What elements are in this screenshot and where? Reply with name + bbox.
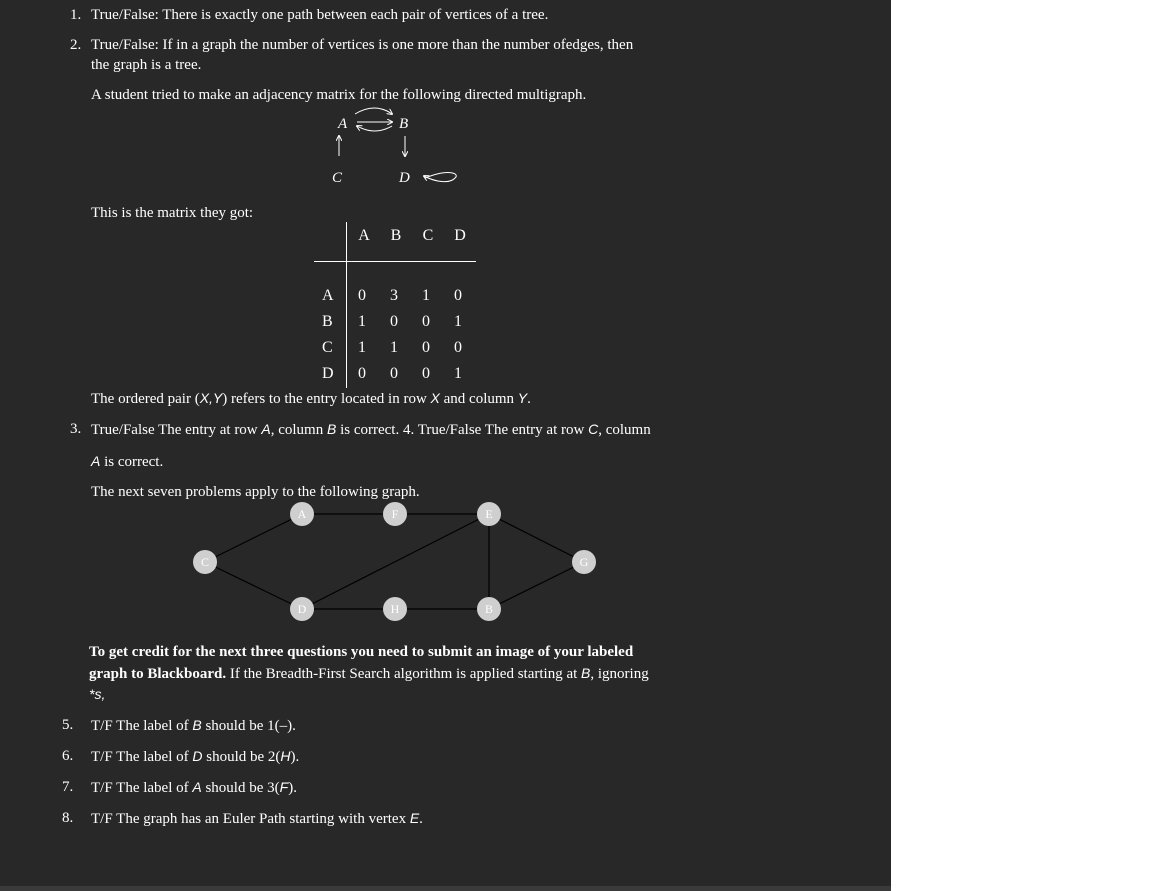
q1-number: 1. [70,7,82,23]
q8-text: T/F The graph has an Euler Path starting with vertex E. [91,810,423,827]
edge-c-a [205,514,302,562]
cell: 1 [390,339,398,356]
q3-text: True/False The entry at row A, column B is correct. 4. True/False The entry at row C, column [91,421,651,438]
edge-c-d [205,562,302,609]
col-header-c: C [422,227,434,244]
q2-number: 2. [70,37,82,53]
credit-line1: To get credit for the next three questions you need to submit an image of your labeled [89,644,634,660]
q6-text: T/F The label of D should be 2(H). [91,748,300,765]
node-c-label: C [332,170,343,186]
node-h-text: H [390,602,400,616]
multigraph-intro: A student tried to make an adjacency matrix for the following directed multigraph. [91,87,587,103]
cell: 0 [422,339,430,356]
node-f-text: F [391,507,399,521]
q2-line1: True/False: If in a graph the number of vertices is one more than the number ofedges, then [91,37,634,53]
matrix-intro: This is the matrix they got: [91,205,254,221]
col-header-b: B [390,227,402,244]
q3-number: 3. [70,421,82,437]
node-a-text: A [297,507,307,521]
cell: 0 [358,365,366,382]
cell: 0 [358,287,366,304]
node-c-text: C [200,555,210,569]
row-header-c: C [322,339,333,356]
q7-text: T/F The label of A should be 3(F). [91,779,297,796]
credit-line2: graph to Blackboard. If the Breadth-First Search algorithm is applied starting at B, ignoring [89,665,649,682]
q8-number: 8. [62,810,74,826]
cell: 1 [422,287,430,304]
cell: 1 [358,313,366,330]
edge-d-e [302,514,489,609]
q5-text: T/F The label of B should be 1(–). [91,717,296,734]
cell: 0 [454,339,462,356]
cell: 0 [454,287,462,304]
credit-line3: *s, [89,686,106,702]
cell: 0 [422,365,430,382]
graph-edges [205,514,584,609]
graph-intro: The next seven problems apply to the following graph. [91,484,420,500]
edge-e-g [489,514,584,562]
col-header-d: D [454,227,466,244]
q2-line2: the graph is a tree. [91,57,202,73]
col-header-a: A [358,227,370,244]
cell: 1 [358,339,366,356]
row-header-b: B [322,313,333,330]
cell: 0 [390,313,398,330]
q5-number: 5. [62,717,74,733]
row-header-a: A [322,287,334,304]
q6-number: 6. [62,748,74,764]
cell: 1 [454,313,462,330]
row-header-d: D [322,365,334,382]
node-a-label: A [338,116,348,132]
q1-text: True/False: There is exactly one path between each pair of vertices of a tree. [91,7,549,23]
edge-b-g [489,562,584,609]
cell: 0 [422,313,430,330]
ordered-pair-text: The ordered pair (X,Y) refers to the entry located in row X and column Y. [91,390,531,407]
cell: 3 [390,287,398,304]
node-d-label: D [399,170,410,186]
node-d-text: D [297,602,307,616]
cell: 1 [454,365,462,382]
cell: 0 [390,365,398,382]
node-b-label: B [399,116,409,132]
q4-text-cont: A is correct. [91,453,164,470]
q7-number: 7. [62,779,74,795]
node-b-text: B [484,602,494,616]
node-g-text: G [579,555,589,569]
node-e-text: E [485,507,493,521]
page-bottom-edge [0,886,891,891]
